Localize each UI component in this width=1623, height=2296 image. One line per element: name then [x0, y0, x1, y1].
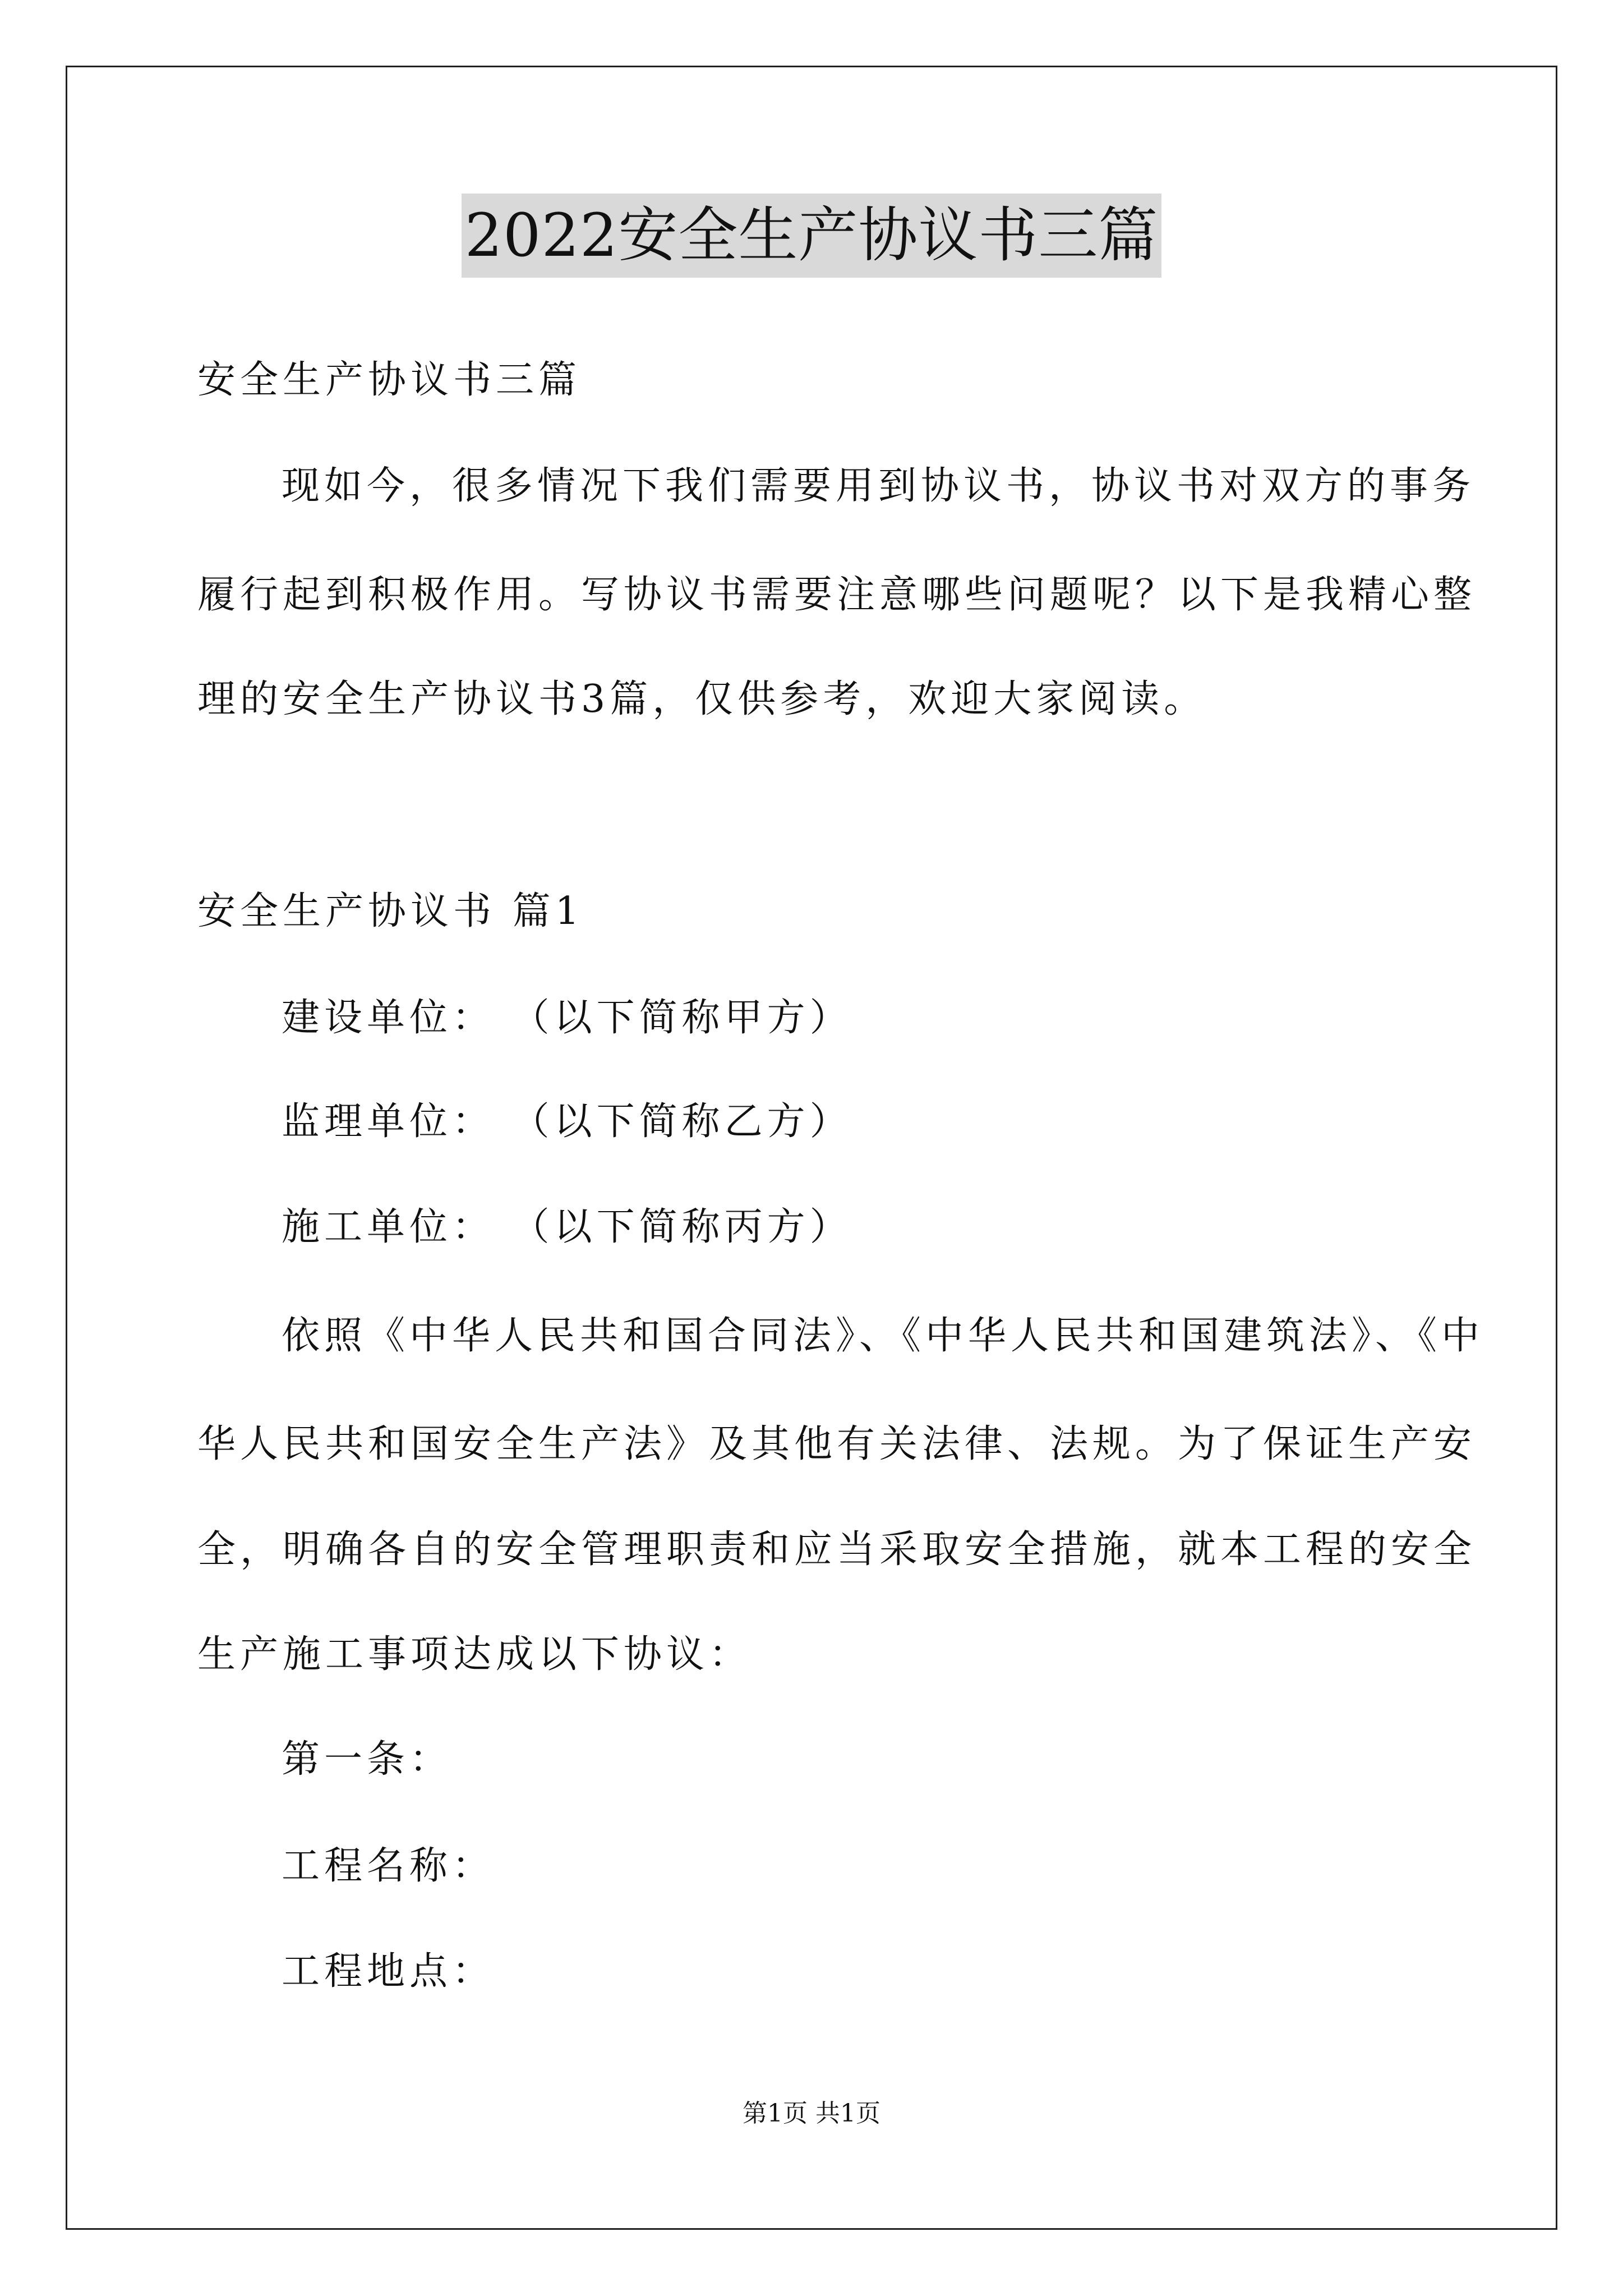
basis-line-4: 生产施工事项达成以下协议：	[197, 1632, 752, 1677]
basis-line-3: 全，明确各自的安全管理职责和应当采取安全措施，就本工程的安全	[197, 1527, 1477, 1572]
basis-line-1: 依照《中华人民共和国合同法》、《中华人民共和国建筑法》、《中	[282, 1314, 1484, 1358]
project-name-field: 工程名称：	[282, 1844, 495, 1888]
project-location-field: 工程地点：	[282, 1949, 495, 1994]
section-heading: 安全生产协议书 篇1	[197, 889, 584, 933]
document-subtitle: 安全生产协议书三篇	[197, 358, 582, 402]
basis-line-2: 华人民共和国安全生产法》及其他有关法律、法规。为了保证生产安	[197, 1422, 1477, 1466]
page-footer: 第1页 共1页	[743, 2099, 880, 2128]
party-line-3: 施工单位： （以下简称丙方）	[282, 1205, 852, 1249]
title-container	[0, 194, 1623, 278]
intro-line-2: 履行起到积极作用。写协议书需要注意哪些问题呢？以下是我精心整	[197, 573, 1477, 617]
party-line-2: 监理单位： （以下简称乙方）	[282, 1099, 852, 1144]
article-one: 第一条：	[282, 1737, 453, 1782]
intro-line-3: 理的安全生产协议书3篇，仅供参考，欢迎大家阅读。	[197, 677, 1207, 721]
intro-line-1: 现如今，很多情况下我们需要用到协议书，协议书对双方的事务	[282, 464, 1476, 508]
document-title: 2022安全生产协议书三篇	[462, 194, 1162, 278]
party-line-1: 建设单位： （以下简称甲方）	[282, 996, 852, 1040]
